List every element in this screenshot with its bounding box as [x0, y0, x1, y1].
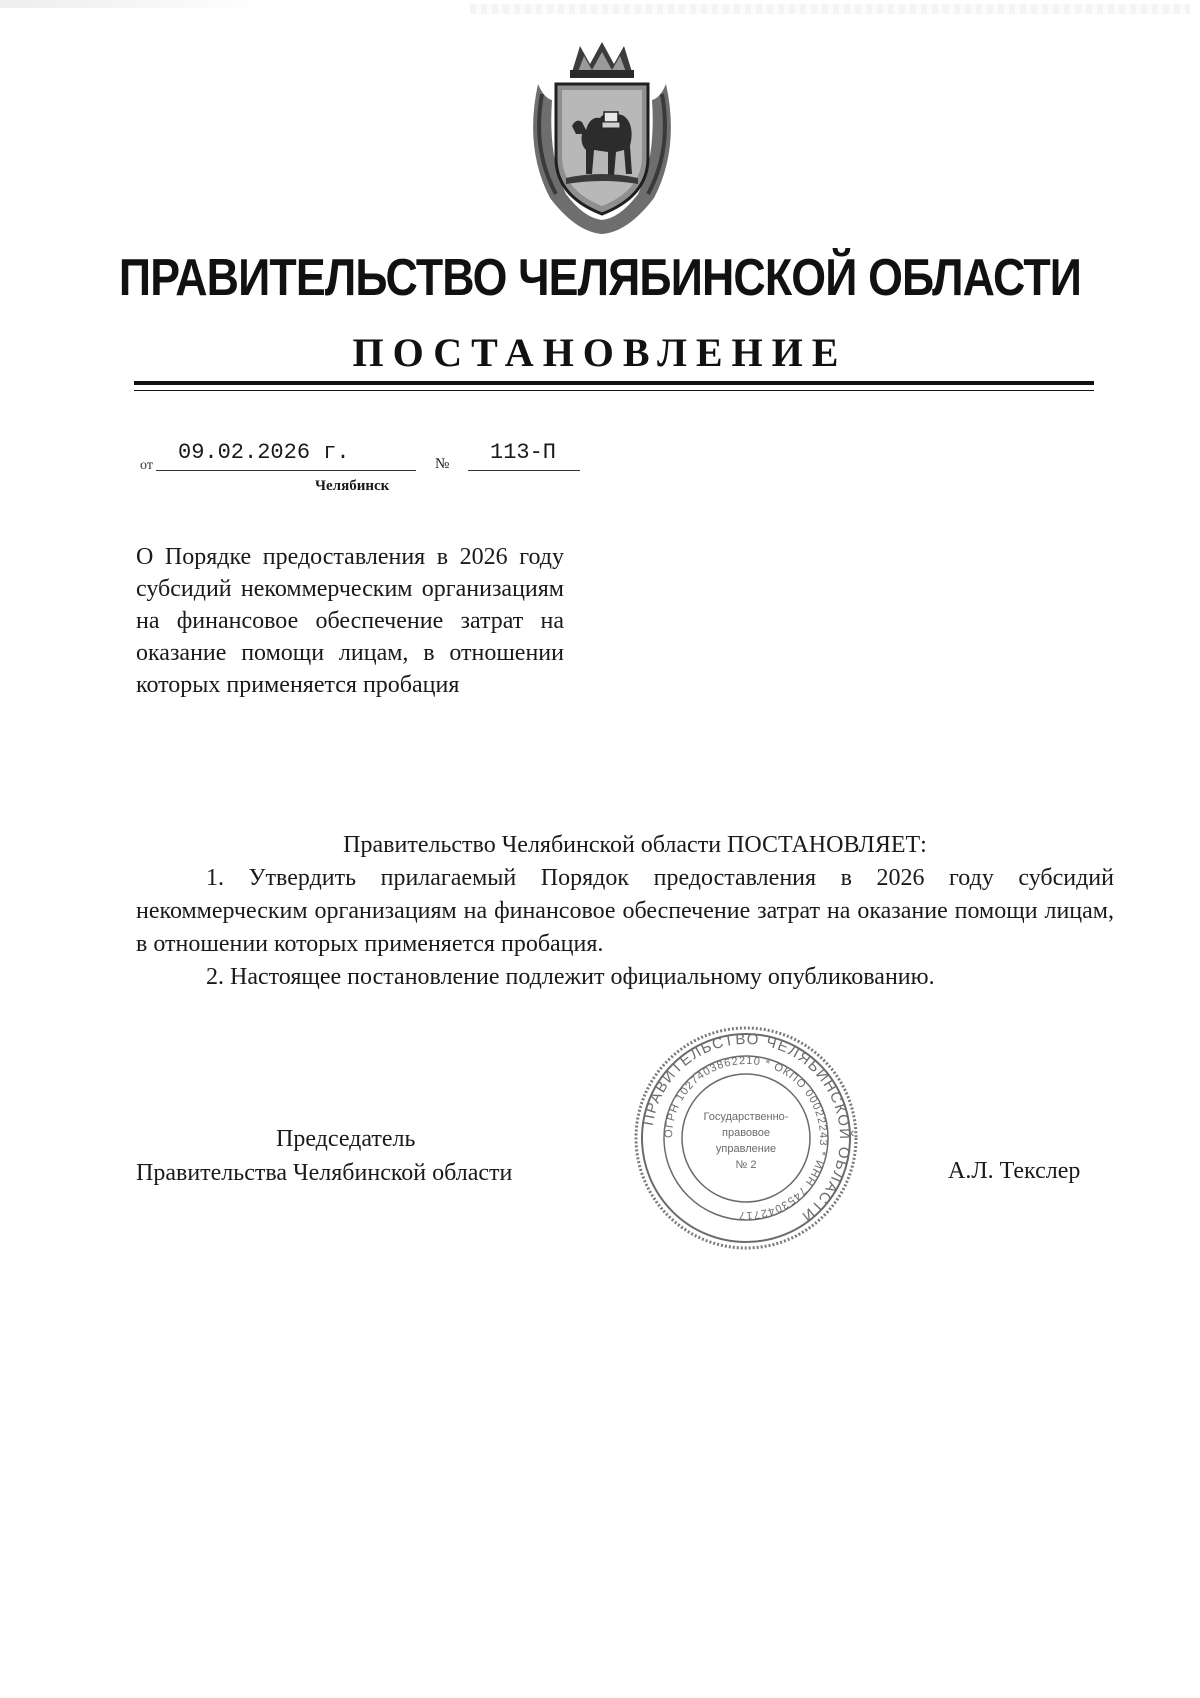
- stamp-center-line-1: Государственно-: [703, 1111, 789, 1123]
- stamp-center-line-4: № 2: [735, 1159, 757, 1171]
- signatory-organization: Правительства Челябинской области: [136, 1160, 513, 1186]
- document-body: [136, 829, 1114, 994]
- document-number: 113-П: [490, 440, 557, 465]
- resolution-paragraph-1: 1. Утвердить прилагаемый Порядок предоставления в 2026 году субсидий некоммерческим организациям на финансовое обеспечение затрат на оказание помощи лицам, в отношении которых применяется пробация.: [136, 865, 1114, 957]
- date-prefix: от: [140, 458, 153, 473]
- document-type-heading: ПОСТАНОВЛЕНИЕ: [352, 330, 848, 375]
- header-divider-thin: [134, 390, 1094, 391]
- resolution-paragraph-2: 2. Настоящее постановление подлежит официальному опубликованию.: [206, 964, 935, 990]
- government-title: ПРАВИТЕЛЬСТВО ЧЕЛЯБИНСКОЙ ОБЛАСТИ: [118, 249, 1082, 307]
- signatory-title: Председатель: [276, 1126, 416, 1152]
- stamp-outer-text: ПРАВИТЕЛЬСТВО ЧЕЛЯБИНСКОЙ ОБЛАСТИ: [639, 1030, 854, 1226]
- stamp-center-line-3: управление: [715, 1143, 777, 1155]
- document-date: 09.02.2026 г.: [178, 440, 350, 465]
- official-seal-icon: [632, 1024, 860, 1252]
- document-subject: О Порядке предоставления в 2026 году субсидий некоммерческим организациям на финансовое обеспечение затрат на оказание помощи лицам, в отношении которых применяется пробация: [136, 544, 564, 698]
- number-label: №: [435, 456, 450, 472]
- stamp-center-line-2: правовое: [722, 1127, 770, 1139]
- stamp-ring-text: ОГРН 1027403862210 * ОКПО 00022243 * ИНН 7453042717: [662, 1054, 830, 1222]
- resolution-intro: Правительство Челябинской области ПОСТАНОВЛЯЕТ:: [343, 832, 927, 858]
- city-label: Челябинск: [315, 478, 390, 494]
- header-divider-thick: [134, 381, 1094, 385]
- number-underline: [468, 470, 580, 471]
- scan-edge-artifact: [470, 4, 1190, 14]
- scan-edge-artifact: [0, 0, 270, 8]
- document-meta: [140, 440, 580, 500]
- chelyabinsk-coat-of-arms-icon: [520, 38, 684, 236]
- signatory-position: [136, 1122, 596, 1190]
- signatory-name: А.Л. Текслер: [948, 1158, 1081, 1184]
- date-underline: [156, 470, 416, 471]
